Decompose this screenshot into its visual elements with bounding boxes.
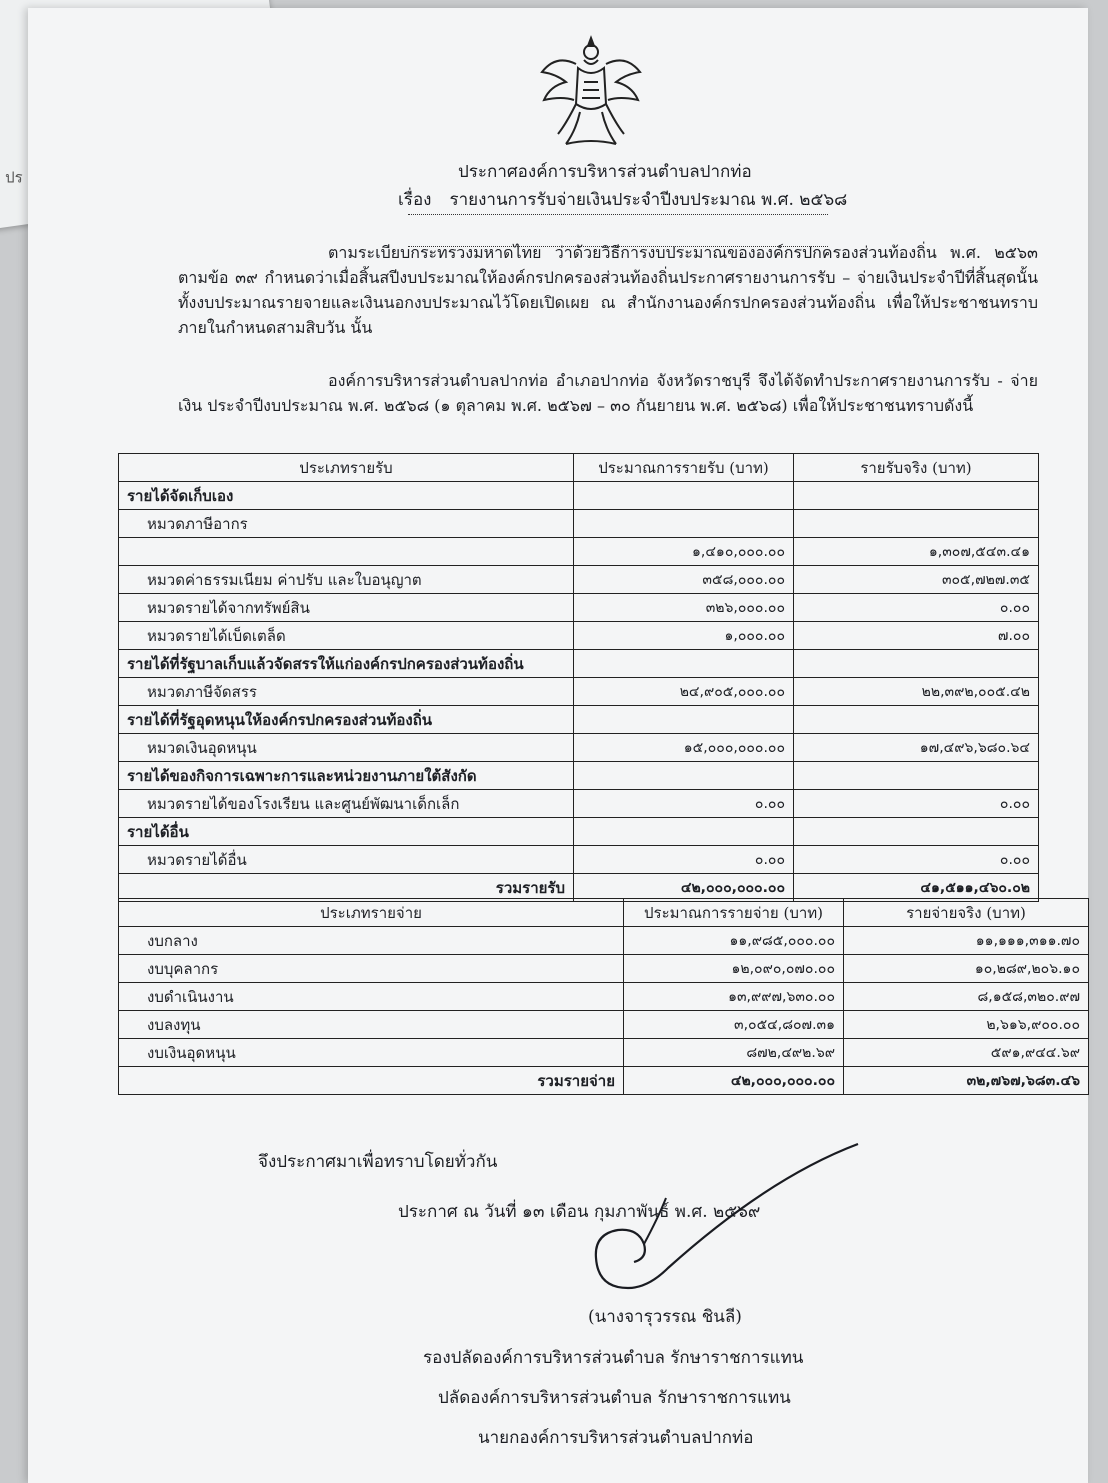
garuda-emblem-icon xyxy=(536,34,646,154)
income-row-estimate xyxy=(574,482,794,510)
income-row-actual: ๐.๐๐ xyxy=(794,846,1039,874)
dotted-divider xyxy=(408,214,828,215)
income-row-label: หมวดรายได้จากทรัพย์สิน xyxy=(119,594,574,622)
expense-header-type: ประเภทรายจ่าย xyxy=(119,899,624,927)
expense-row-estimate: ๑๑,๙๘๕,๐๐๐.๐๐ xyxy=(624,927,844,955)
income-header-type: ประเภทรายรับ xyxy=(119,454,574,482)
signatory-name: (นางจารุวรรณ ชินลี) xyxy=(588,1307,742,1327)
income-row xyxy=(119,818,1039,846)
income-row-estimate xyxy=(574,650,794,678)
subject-label: เรื่อง xyxy=(398,190,432,210)
expense-row-label: งบกลาง xyxy=(119,927,624,955)
income-row xyxy=(119,538,1039,566)
document-subject xyxy=(398,186,847,213)
expense-row xyxy=(119,1011,1089,1039)
expense-header-actual: รายจ่ายจริง (บาท) xyxy=(844,899,1089,927)
income-row-estimate: ๓๕๘,๐๐๐.๐๐ xyxy=(574,566,794,594)
income-table xyxy=(118,453,1039,902)
income-row-actual: ๑,๓๐๗,๕๔๓.๔๑ xyxy=(794,538,1039,566)
income-row-estimate: ๐.๐๐ xyxy=(574,846,794,874)
signatory-position-2: ปลัดองค์การบริหารส่วนตำบล รักษาราชการแทน xyxy=(438,1388,791,1408)
income-total-label: รวมรายรับ xyxy=(119,874,574,902)
expense-row-estimate: ๘๗๒,๔๙๒.๖๙ xyxy=(624,1039,844,1067)
income-row-estimate xyxy=(574,706,794,734)
expense-rows xyxy=(119,927,1089,1067)
announcement-date: ประกาศ ณ วันที่ ๑๓ เดือน กุมภาพันธ์ พ.ศ. ๒๕๖๙ xyxy=(398,1202,761,1222)
expense-header-estimate: ประมาณการรายจ่าย (บาท) xyxy=(624,899,844,927)
income-row xyxy=(119,734,1039,762)
income-row xyxy=(119,510,1039,538)
expense-table xyxy=(118,898,1089,1095)
income-row-label: รายได้ที่รัฐบาลเก็บแล้วจัดสรรให้แก่องค์กรปกครองส่วนท้องถิ่น xyxy=(119,650,574,678)
income-row-actual xyxy=(794,818,1039,846)
income-row xyxy=(119,594,1039,622)
body-paragraph-2: องค์การบริหารส่วนตำบลปากท่อ อำเภอปากท่อ จังหวัดราชบุรี จึงได้จัดทำประกาศรายงานการรับ - จ่ายเงิน ประจำปีงบประมาณ พ.ศ. ๒๕๖๘ (๑ ตุลาคม พ.ศ. ๒๕๖๗ – ๓๐ กันยายน พ.ศ. ๒๕๖๘) เพื่อให้ประชาชนทราบดังนี้ xyxy=(178,371,1039,415)
income-row-label: รายได้จัดเก็บเอง xyxy=(119,482,574,510)
expense-row-label: งบบุคลากร xyxy=(119,955,624,983)
expense-row-actual: ๒,๖๑๖,๙๐๐.๐๐ xyxy=(844,1011,1089,1039)
expense-total-estimate: ๔๒,๐๐๐,๐๐๐.๐๐ xyxy=(624,1067,844,1095)
expense-header-row xyxy=(119,899,1089,927)
expense-row-actual: ๑๐,๒๘๙,๒๐๖.๑๐ xyxy=(844,955,1089,983)
expense-row-actual: ๕๙๑,๙๔๔.๖๙ xyxy=(844,1039,1089,1067)
income-row xyxy=(119,790,1039,818)
income-row-label: หมวดรายได้ของโรงเรียน และศูนย์พัฒนาเด็กเล็ก xyxy=(119,790,574,818)
income-row-label: รายได้ของกิจการเฉพาะการและหน่วยงานภายใต้สังกัด xyxy=(119,762,574,790)
signature-icon xyxy=(588,1138,868,1308)
income-row xyxy=(119,566,1039,594)
income-row xyxy=(119,762,1039,790)
income-row-label: หมวดเงินอุดหนุน xyxy=(119,734,574,762)
income-row-estimate xyxy=(574,762,794,790)
income-row-estimate xyxy=(574,510,794,538)
income-row-label: หมวดรายได้เบ็ดเตล็ด xyxy=(119,622,574,650)
expense-row-estimate: ๓,๐๕๔,๘๐๗.๓๑ xyxy=(624,1011,844,1039)
body-paragraph-1: ตามระเบียบกระทรวงมหาดไทย ว่าด้วยวิธีการงบประมาณขององค์กรปกครองส่วนท้องถิ่น พ.ศ. ๒๕๖๓ ตามข้อ ๓๙ กำหนดว่าเมื่อสิ้นสปีงบประมาณให้องค์กรปกครองส่วนท้องถิ่นประกาศรายงานการรับ – จ่ายเงินประจำปีที่สิ้นสุดนั้น ทั้งงบประมาณรายจายและเงินนอกงบประมาณไว้โดยเปิดเผย ณ สำนักงานองค์กรปกครองส่วนท้องถิ่น เพื่อให้ประชาชนทราบภายในกำหนดสามสิบวัน นั้น xyxy=(178,243,1038,337)
expense-row-estimate: ๑๒,๐๙๐,๐๗๐.๐๐ xyxy=(624,955,844,983)
income-row xyxy=(119,622,1039,650)
income-row-estimate: ๒๔,๙๐๕,๐๐๐.๐๐ xyxy=(574,678,794,706)
expense-row xyxy=(119,955,1089,983)
expense-row xyxy=(119,1039,1089,1067)
income-row-actual: ๐.๐๐ xyxy=(794,594,1039,622)
income-row-estimate: ๑,๐๐๐.๐๐ xyxy=(574,622,794,650)
income-row-actual xyxy=(794,482,1039,510)
income-row xyxy=(119,846,1039,874)
signatory-position-1: รองปลัดองค์การบริหารส่วนตำบล รักษาราชการแทน xyxy=(423,1348,804,1368)
income-row-label: รายได้ที่รัฐอุดหนุนให้องค์กรปกครองส่วนท้องถิ่น xyxy=(119,706,574,734)
income-row-label: หมวดภาษีจัดสรร xyxy=(119,678,574,706)
income-row-label: หมวดรายได้อื่น xyxy=(119,846,574,874)
income-row-estimate: ๑,๔๑๐,๐๐๐.๐๐ xyxy=(574,538,794,566)
income-row-actual: ๑๗,๔๙๖,๖๘๐.๖๔ xyxy=(794,734,1039,762)
signatory-position-3: นายกองค์การบริหารส่วนตำบลปากท่อ xyxy=(478,1428,754,1448)
background-paper-edge-text: ปร xyxy=(5,168,23,187)
document-title: ประกาศองค์การบริหารส่วนตำบลปากท่อ xyxy=(458,162,752,182)
income-row-actual xyxy=(794,510,1039,538)
income-total-actual: ๔๑,๕๑๑,๔๖๐.๐๒ xyxy=(794,874,1039,902)
income-row-label: หมวดภาษีอากร xyxy=(119,510,574,538)
subject-text: รายงานการรับจ่ายเงินประจำปีงบประมาณ พ.ศ. ๒๕๖๘ xyxy=(449,190,848,210)
expense-row-label: งบเงินอุดหนุน xyxy=(119,1039,624,1067)
expense-total-row xyxy=(119,1067,1089,1095)
expense-total-label: รวมรายจ่าย xyxy=(119,1067,624,1095)
income-header-row xyxy=(119,454,1039,482)
income-row-actual xyxy=(794,762,1039,790)
income-total-estimate: ๔๒,๐๐๐,๐๐๐.๐๐ xyxy=(574,874,794,902)
income-row-actual: ๓๐๕,๗๒๗.๓๕ xyxy=(794,566,1039,594)
expense-row-label: งบลงทุน xyxy=(119,1011,624,1039)
income-row-estimate: ๑๕,๐๐๐,๐๐๐.๐๐ xyxy=(574,734,794,762)
income-row-estimate: ๐.๐๐ xyxy=(574,790,794,818)
expense-row-actual: ๘,๑๕๘,๓๒๐.๙๗ xyxy=(844,983,1089,1011)
income-row xyxy=(119,482,1039,510)
expense-row xyxy=(119,983,1089,1011)
income-rows xyxy=(119,482,1039,874)
expense-total-actual: ๓๒,๗๖๗,๖๘๓.๔๖ xyxy=(844,1067,1089,1095)
expense-row-label: งบดำเนินงาน xyxy=(119,983,624,1011)
income-row-actual xyxy=(794,650,1039,678)
income-row-actual: ๗.๐๐ xyxy=(794,622,1039,650)
income-header-estimate: ประมาณการรายรับ (บาท) xyxy=(574,454,794,482)
income-row-estimate: ๓๒๖,๐๐๐.๐๐ xyxy=(574,594,794,622)
closing-statement: จึงประกาศมาเพื่อทราบโดยทั่วกัน xyxy=(258,1152,498,1172)
document-page xyxy=(28,8,1088,1483)
income-row xyxy=(119,650,1039,678)
income-header-actual: รายรับจริง (บาท) xyxy=(794,454,1039,482)
income-row-actual: ๐.๐๐ xyxy=(794,790,1039,818)
expense-row xyxy=(119,927,1089,955)
income-row-estimate xyxy=(574,818,794,846)
expense-row-actual: ๑๑,๑๑๑,๓๑๑.๗๐ xyxy=(844,927,1089,955)
income-row xyxy=(119,706,1039,734)
income-row-actual xyxy=(794,706,1039,734)
expense-row-estimate: ๑๓,๙๙๗,๖๓๐.๐๐ xyxy=(624,983,844,1011)
income-row-label: หมวดค่าธรรมเนียม ค่าปรับ และใบอนุญาต xyxy=(119,566,574,594)
income-row-label xyxy=(119,538,574,566)
income-row-actual: ๒๒,๓๙๒,๐๐๕.๔๒ xyxy=(794,678,1039,706)
income-row xyxy=(119,678,1039,706)
income-row-label: รายได้อื่น xyxy=(119,818,574,846)
